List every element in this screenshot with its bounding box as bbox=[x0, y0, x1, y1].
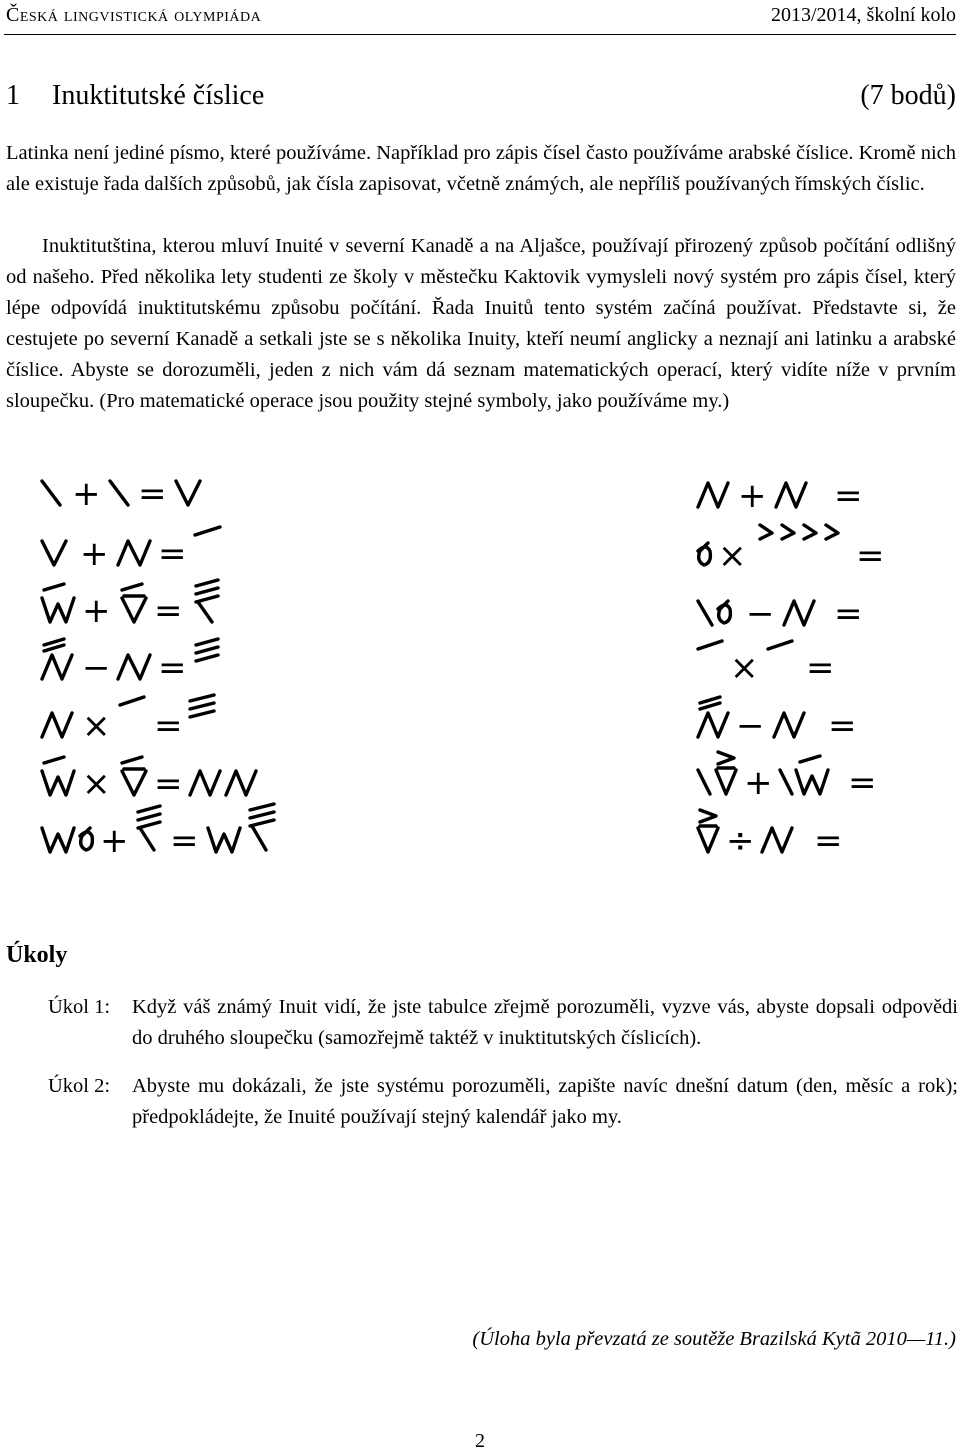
svg-text:=: = bbox=[856, 536, 885, 576]
equation-row-2 bbox=[42, 527, 220, 574]
equation-row-10 bbox=[698, 594, 863, 634]
equation-row-8 bbox=[698, 476, 863, 516]
svg-text:+: + bbox=[80, 534, 109, 574]
equation-row-1 bbox=[42, 474, 200, 514]
task-1-label: Úkol 1: bbox=[48, 996, 111, 1018]
task-2 bbox=[48, 1071, 958, 1133]
task-1 bbox=[48, 992, 958, 1054]
svg-text:=: = bbox=[806, 648, 835, 688]
task-2-label: Úkol 2: bbox=[48, 1075, 111, 1097]
equation-row-3 bbox=[42, 580, 218, 631]
header-rule bbox=[4, 34, 956, 35]
svg-text:×: × bbox=[730, 648, 759, 688]
svg-text:=: = bbox=[138, 474, 167, 514]
equations-right-column bbox=[688, 465, 928, 865]
problem-name: Inuktitutské číslice bbox=[52, 80, 265, 111]
intro-paragraph-2: Inuktitutština, kterou mluví Inuité v severní Kanadě a na Aljašce, používají přirozený způsob počítání odlišný od našeho. Před několika lety studenti ze školy v městečku Kaktovik vymysleli nový systém pro zápis čísel, který lépe odpovídá inuktitutskému způsobu počítání. Řada Inuitů tento systém začíná používat. Představte si, že cestujete po severní Kanadě a setkali jste se s několika Inuity, kteří neumí anglicky a neznají ani latinku a arabské číslice. Abyste se dorozuměli, jeden z nich vám dá seznam matematických operací, který vidíte níže v prvním sloupečku. (Pro matematické operace jsou použity stejné symboly, jako používáme my.) bbox=[6, 235, 956, 412]
svg-text:=: = bbox=[848, 763, 877, 803]
equation-row-5 bbox=[42, 695, 214, 746]
problem-title bbox=[6, 80, 956, 112]
equation-row-9 bbox=[698, 525, 885, 576]
svg-text:=: = bbox=[170, 821, 199, 861]
svg-text:=: = bbox=[158, 534, 187, 574]
svg-text:−: − bbox=[746, 594, 775, 634]
svg-text:−: − bbox=[736, 706, 765, 746]
equations-left-column bbox=[30, 465, 320, 865]
svg-text:=: = bbox=[154, 764, 183, 804]
equation-row-4 bbox=[42, 639, 218, 688]
svg-text:=: = bbox=[834, 476, 863, 516]
svg-text:×: × bbox=[82, 764, 111, 804]
svg-text:×: × bbox=[718, 536, 747, 576]
source-note: (Úloha byla převzatá ze soutěže Brazilská Kytã 2010—11.) bbox=[472, 1328, 956, 1350]
svg-text:=: = bbox=[828, 706, 857, 746]
tasks-heading: Úkoly bbox=[6, 942, 68, 968]
equation-row-6 bbox=[42, 757, 256, 804]
svg-text:+: + bbox=[100, 821, 129, 861]
svg-text:=: = bbox=[154, 706, 183, 746]
svg-text:=: = bbox=[834, 594, 863, 634]
svg-text:−: − bbox=[82, 648, 111, 688]
intro-paragraph-1: Latinka není jediné písmo, které používáme. Například pro zápis čísel často používáme arabské číslice. Kromě nich ale existuje řada dalších způsobů, jak čísla zapisovat, včetně známých, ale nepříliš používaných římských číslic. bbox=[6, 142, 956, 195]
svg-text:=: = bbox=[154, 591, 183, 631]
svg-text:+: + bbox=[82, 591, 111, 631]
page-header bbox=[6, 4, 956, 32]
equation-row-11 bbox=[698, 641, 835, 688]
task-2-text: Abyste mu dokázali, že jste systému porozuměli, zapište navíc dnešní datum (den, měsíc a rok); předpokládejte, že Inuité používají stejný kalendář jako my. bbox=[132, 1075, 958, 1128]
equation-row-14 bbox=[698, 810, 843, 861]
svg-text:=: = bbox=[814, 821, 843, 861]
svg-text:+: + bbox=[72, 474, 101, 514]
svg-text:+: + bbox=[738, 476, 767, 516]
equation-row-12 bbox=[698, 697, 857, 746]
svg-text:×: × bbox=[82, 706, 111, 746]
svg-text:÷: ÷ bbox=[726, 821, 755, 861]
header-year-round: 2013/2014, školní kolo bbox=[770, 4, 956, 26]
equation-row-13 bbox=[698, 752, 877, 803]
problem-number: 1 bbox=[6, 80, 20, 111]
equation-row-7 bbox=[42, 804, 274, 861]
page-number: 2 bbox=[475, 1430, 485, 1452]
header-competition-name: Česká lingvistická olympiáda bbox=[6, 4, 262, 26]
problem-points: (7 bodů) bbox=[860, 80, 956, 111]
task-1-text: Když váš známý Inuit vidí, že jste tabulce zřejmě porozuměli, vyzve vás, abyste dopsali odpovědi do druhého sloupečku (samozřejmě taktéž v inuktitutských číslicích). bbox=[132, 996, 958, 1049]
svg-text:=: = bbox=[158, 648, 187, 688]
svg-text:+: + bbox=[744, 763, 773, 803]
